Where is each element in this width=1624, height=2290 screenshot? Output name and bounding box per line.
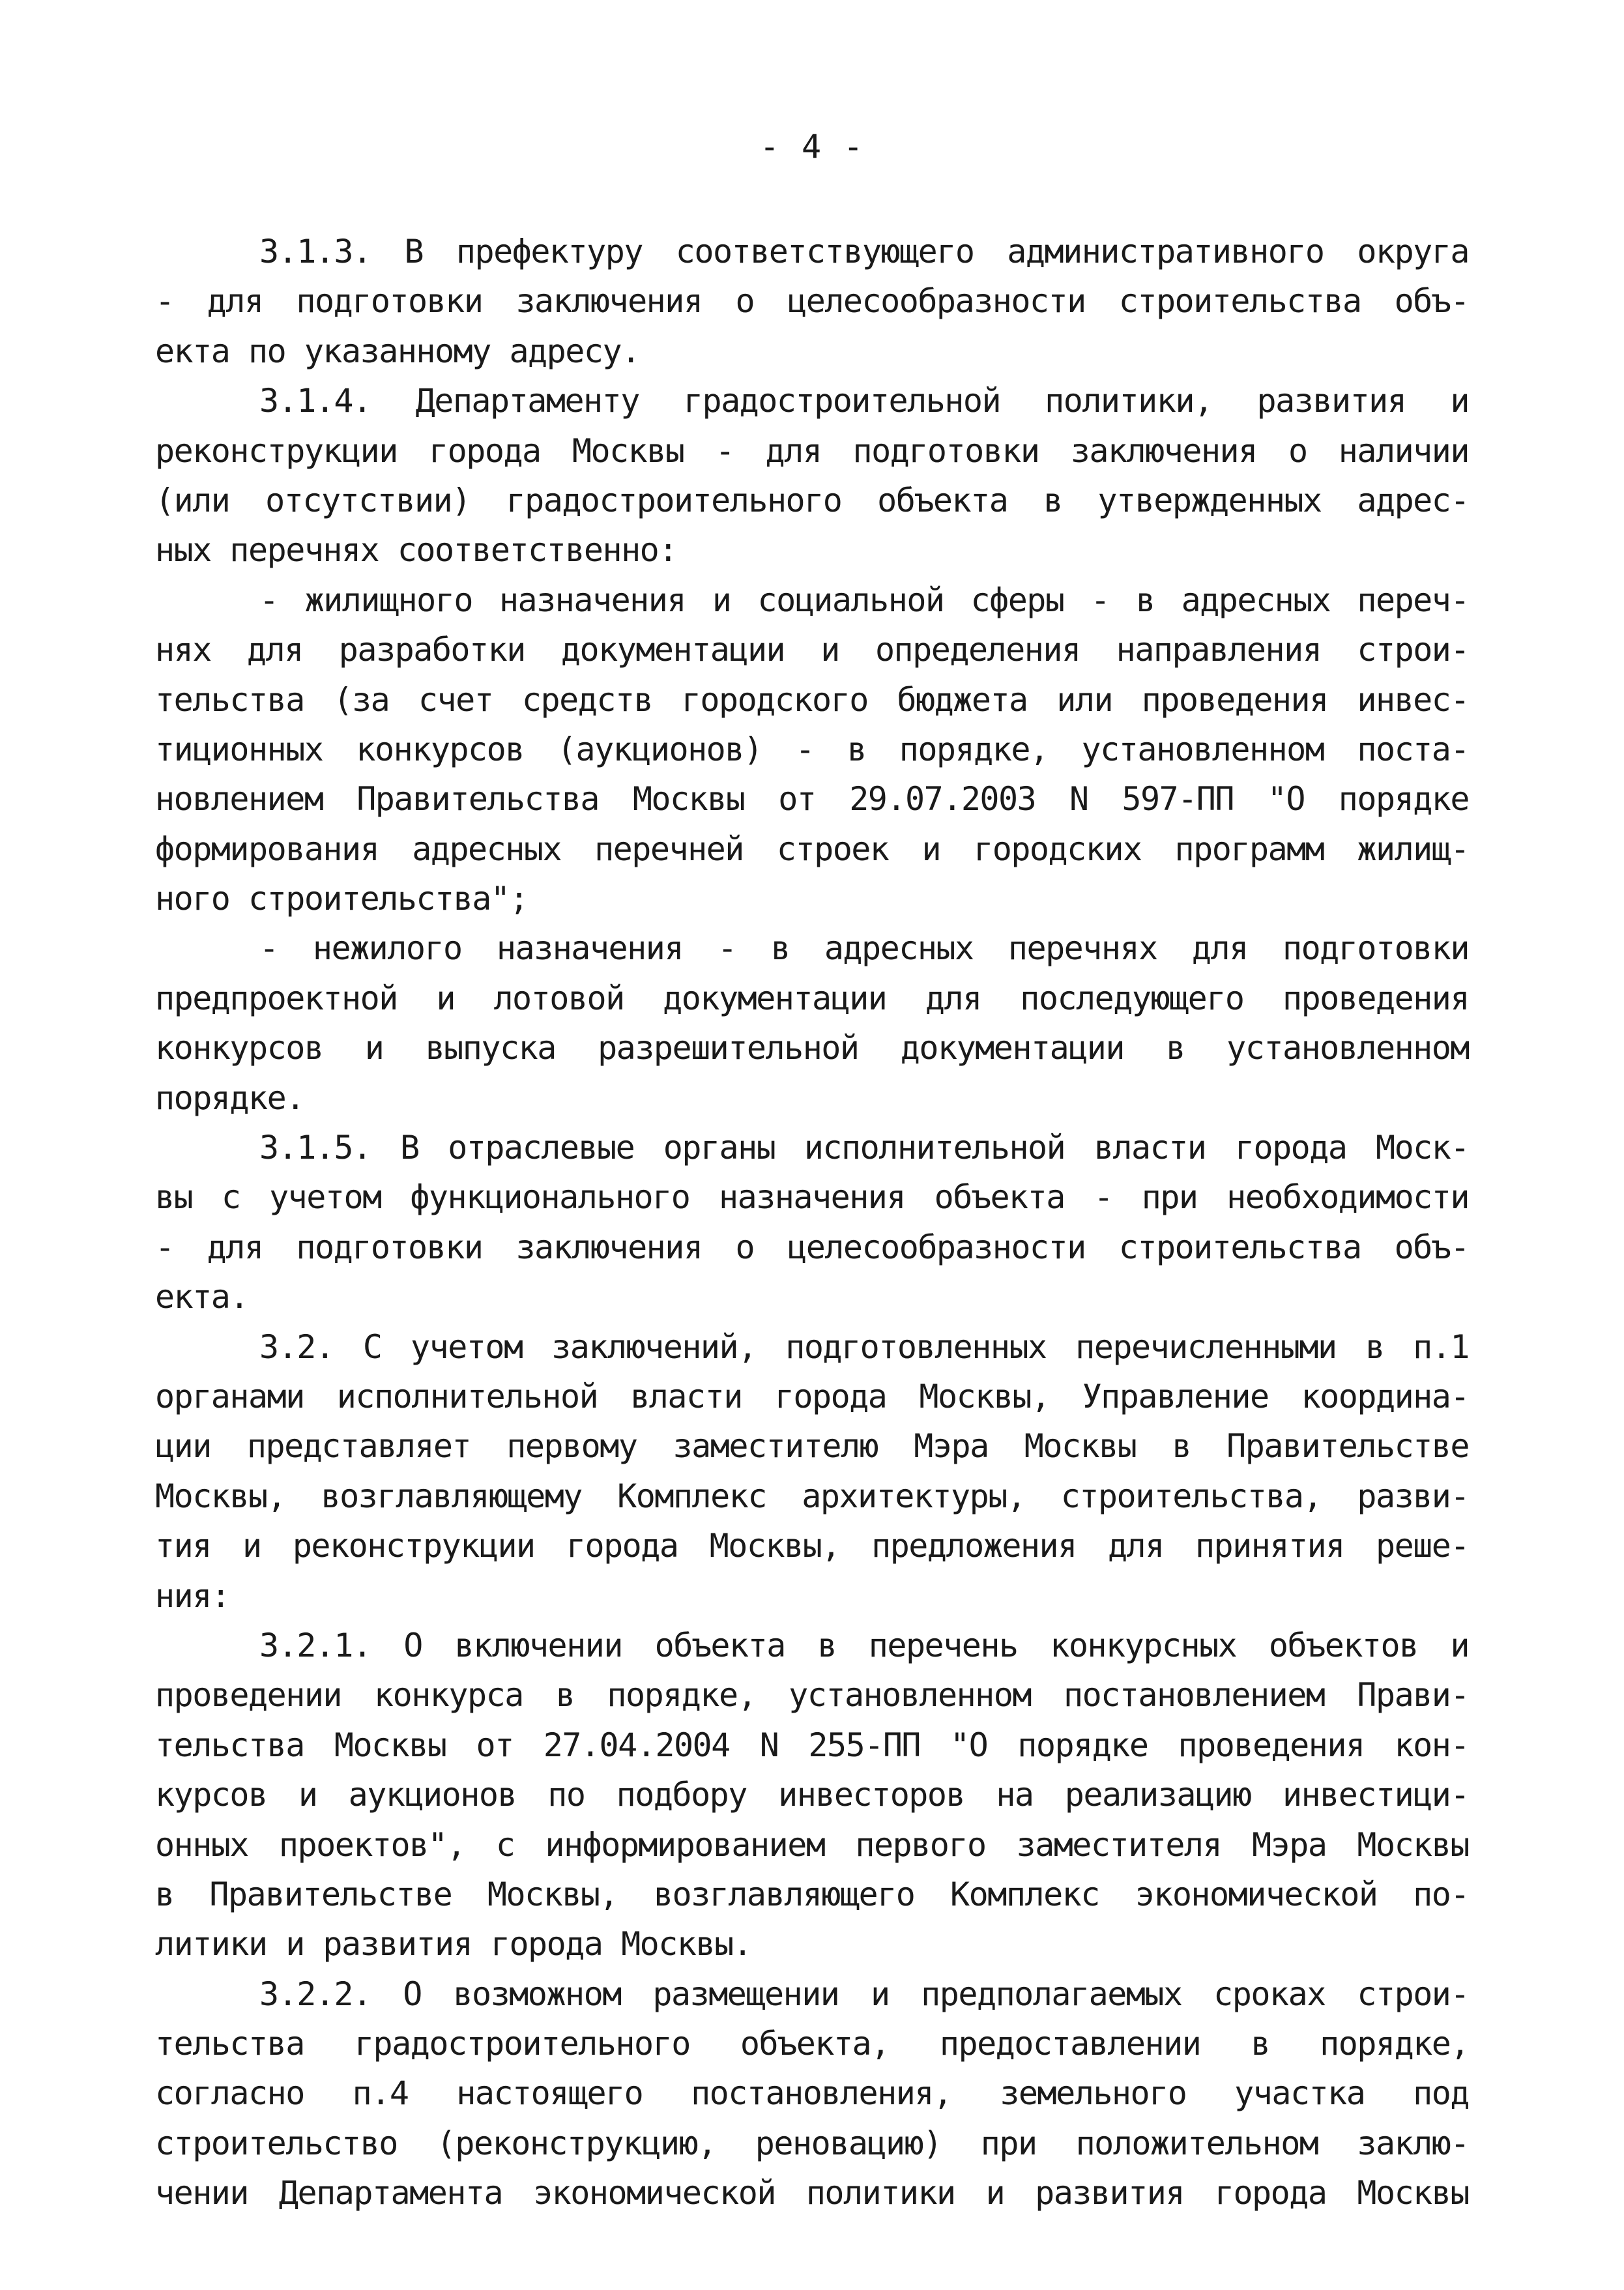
- text-line: - нежилого назначения - в адресных перечнях для подготовки: [259, 929, 1469, 968]
- page-number: - 4 -: [759, 128, 865, 166]
- text-line: новлением Правительства Москвы от 29.07.2003 N 597-ПП "О порядке: [155, 780, 1469, 819]
- text-line: ции представляет первому заместителю Мэра Москвы в Правительстве: [155, 1427, 1469, 1466]
- text-line: ных перечнях соответственно:: [155, 531, 677, 570]
- text-line: литики и развития города Москвы.: [155, 1925, 752, 1964]
- document-body: [155, 227, 1469, 2218]
- text-line: согласно п.4 настоящего постановления, земельного участка под: [155, 2074, 1469, 2113]
- text-line: нях для разработки документации и определения направления строи-: [155, 631, 1469, 669]
- text-line: тия и реконструкции города Москвы, предложения для принятия реше-: [155, 1527, 1469, 1565]
- text-line: онных проектов", с информированием первого заместителя Мэра Москвы: [155, 1825, 1469, 1864]
- text-line: чении Департамента экономической политики и развития города Москвы: [155, 2174, 1469, 2212]
- text-line: реконструкции города Москвы - для подготовки заключения о наличии: [155, 431, 1469, 470]
- text-line: курсов и аукционов по подбору инвесторов на реализацию инвестици-: [155, 1776, 1469, 1814]
- text-line: 3.1.4. Департаменту градостроительной политики, развития и: [259, 382, 1469, 420]
- text-line: 3.2. С учетом заключений, подготовленных перечисленными в п.1: [259, 1327, 1469, 1366]
- text-line: 3.2.1. О включении объекта в перечень конкурсных объектов и: [259, 1626, 1469, 1664]
- text-line: тельства (за счет средств городского бюджета или проведения инвес-: [155, 680, 1469, 719]
- text-line: вы с учетом функционального назначения объекта - при необходимости: [155, 1178, 1469, 1217]
- text-line: ния:: [155, 1576, 230, 1615]
- text-line: органами исполнительной власти города Москвы, Управление координа-: [155, 1377, 1469, 1415]
- text-line: 3.2.2. О возможном размещении и предполагаемых сроках строи-: [259, 1975, 1469, 2013]
- text-line: в Правительстве Москвы, возглавляющего Комплекс экономической по-: [155, 1875, 1469, 1913]
- text-line: тельства градостроительного объекта, предоставлении в порядке,: [155, 2025, 1469, 2063]
- text-line: конкурсов и выпуска разрешительной документации в установленном: [155, 1029, 1469, 1067]
- text-line: строительство (реконструкцию, реновацию) при положительном заклю-: [155, 2124, 1469, 2162]
- text-line: 3.1.3. В префектуру соответствующего административного округа: [259, 233, 1469, 270]
- text-line: порядке.: [155, 1079, 304, 1117]
- text-line: тиционных конкурсов (аукционов) - в порядке, установленном поста-: [155, 730, 1469, 768]
- text-line: - для подготовки заключения о целесообразности строительства объ-: [155, 1228, 1469, 1266]
- text-line: формирования адресных перечней строек и городских программ жилищ-: [155, 830, 1469, 868]
- text-line: предпроектной и лотовой документации для последующего проведения: [155, 979, 1469, 1017]
- text-line: Москвы, возглавляющему Комплекс архитектуры, строительства, разви-: [155, 1477, 1469, 1515]
- text-line: ного строительства";: [155, 880, 529, 918]
- text-line: - для подготовки заключения о целесообразности строительства объ-: [155, 282, 1469, 321]
- text-line: - жилищного назначения и социальной сферы - в адресных переч-: [259, 581, 1469, 619]
- text-line: 3.1.5. В отраслевые органы исполнительной власти города Моск-: [259, 1129, 1469, 1167]
- text-line: (или отсутствии) градостроительного объекта в утвержденных адрес-: [155, 481, 1469, 519]
- text-line: тельства Москвы от 27.04.2004 N 255-ПП "О порядке проведения кон-: [155, 1726, 1469, 1764]
- text-line: екта по указанному адресу.: [155, 332, 640, 370]
- text-line: проведении конкурса в порядке, установленном постановлением Прави-: [155, 1676, 1469, 1715]
- text-line: екта.: [155, 1278, 249, 1316]
